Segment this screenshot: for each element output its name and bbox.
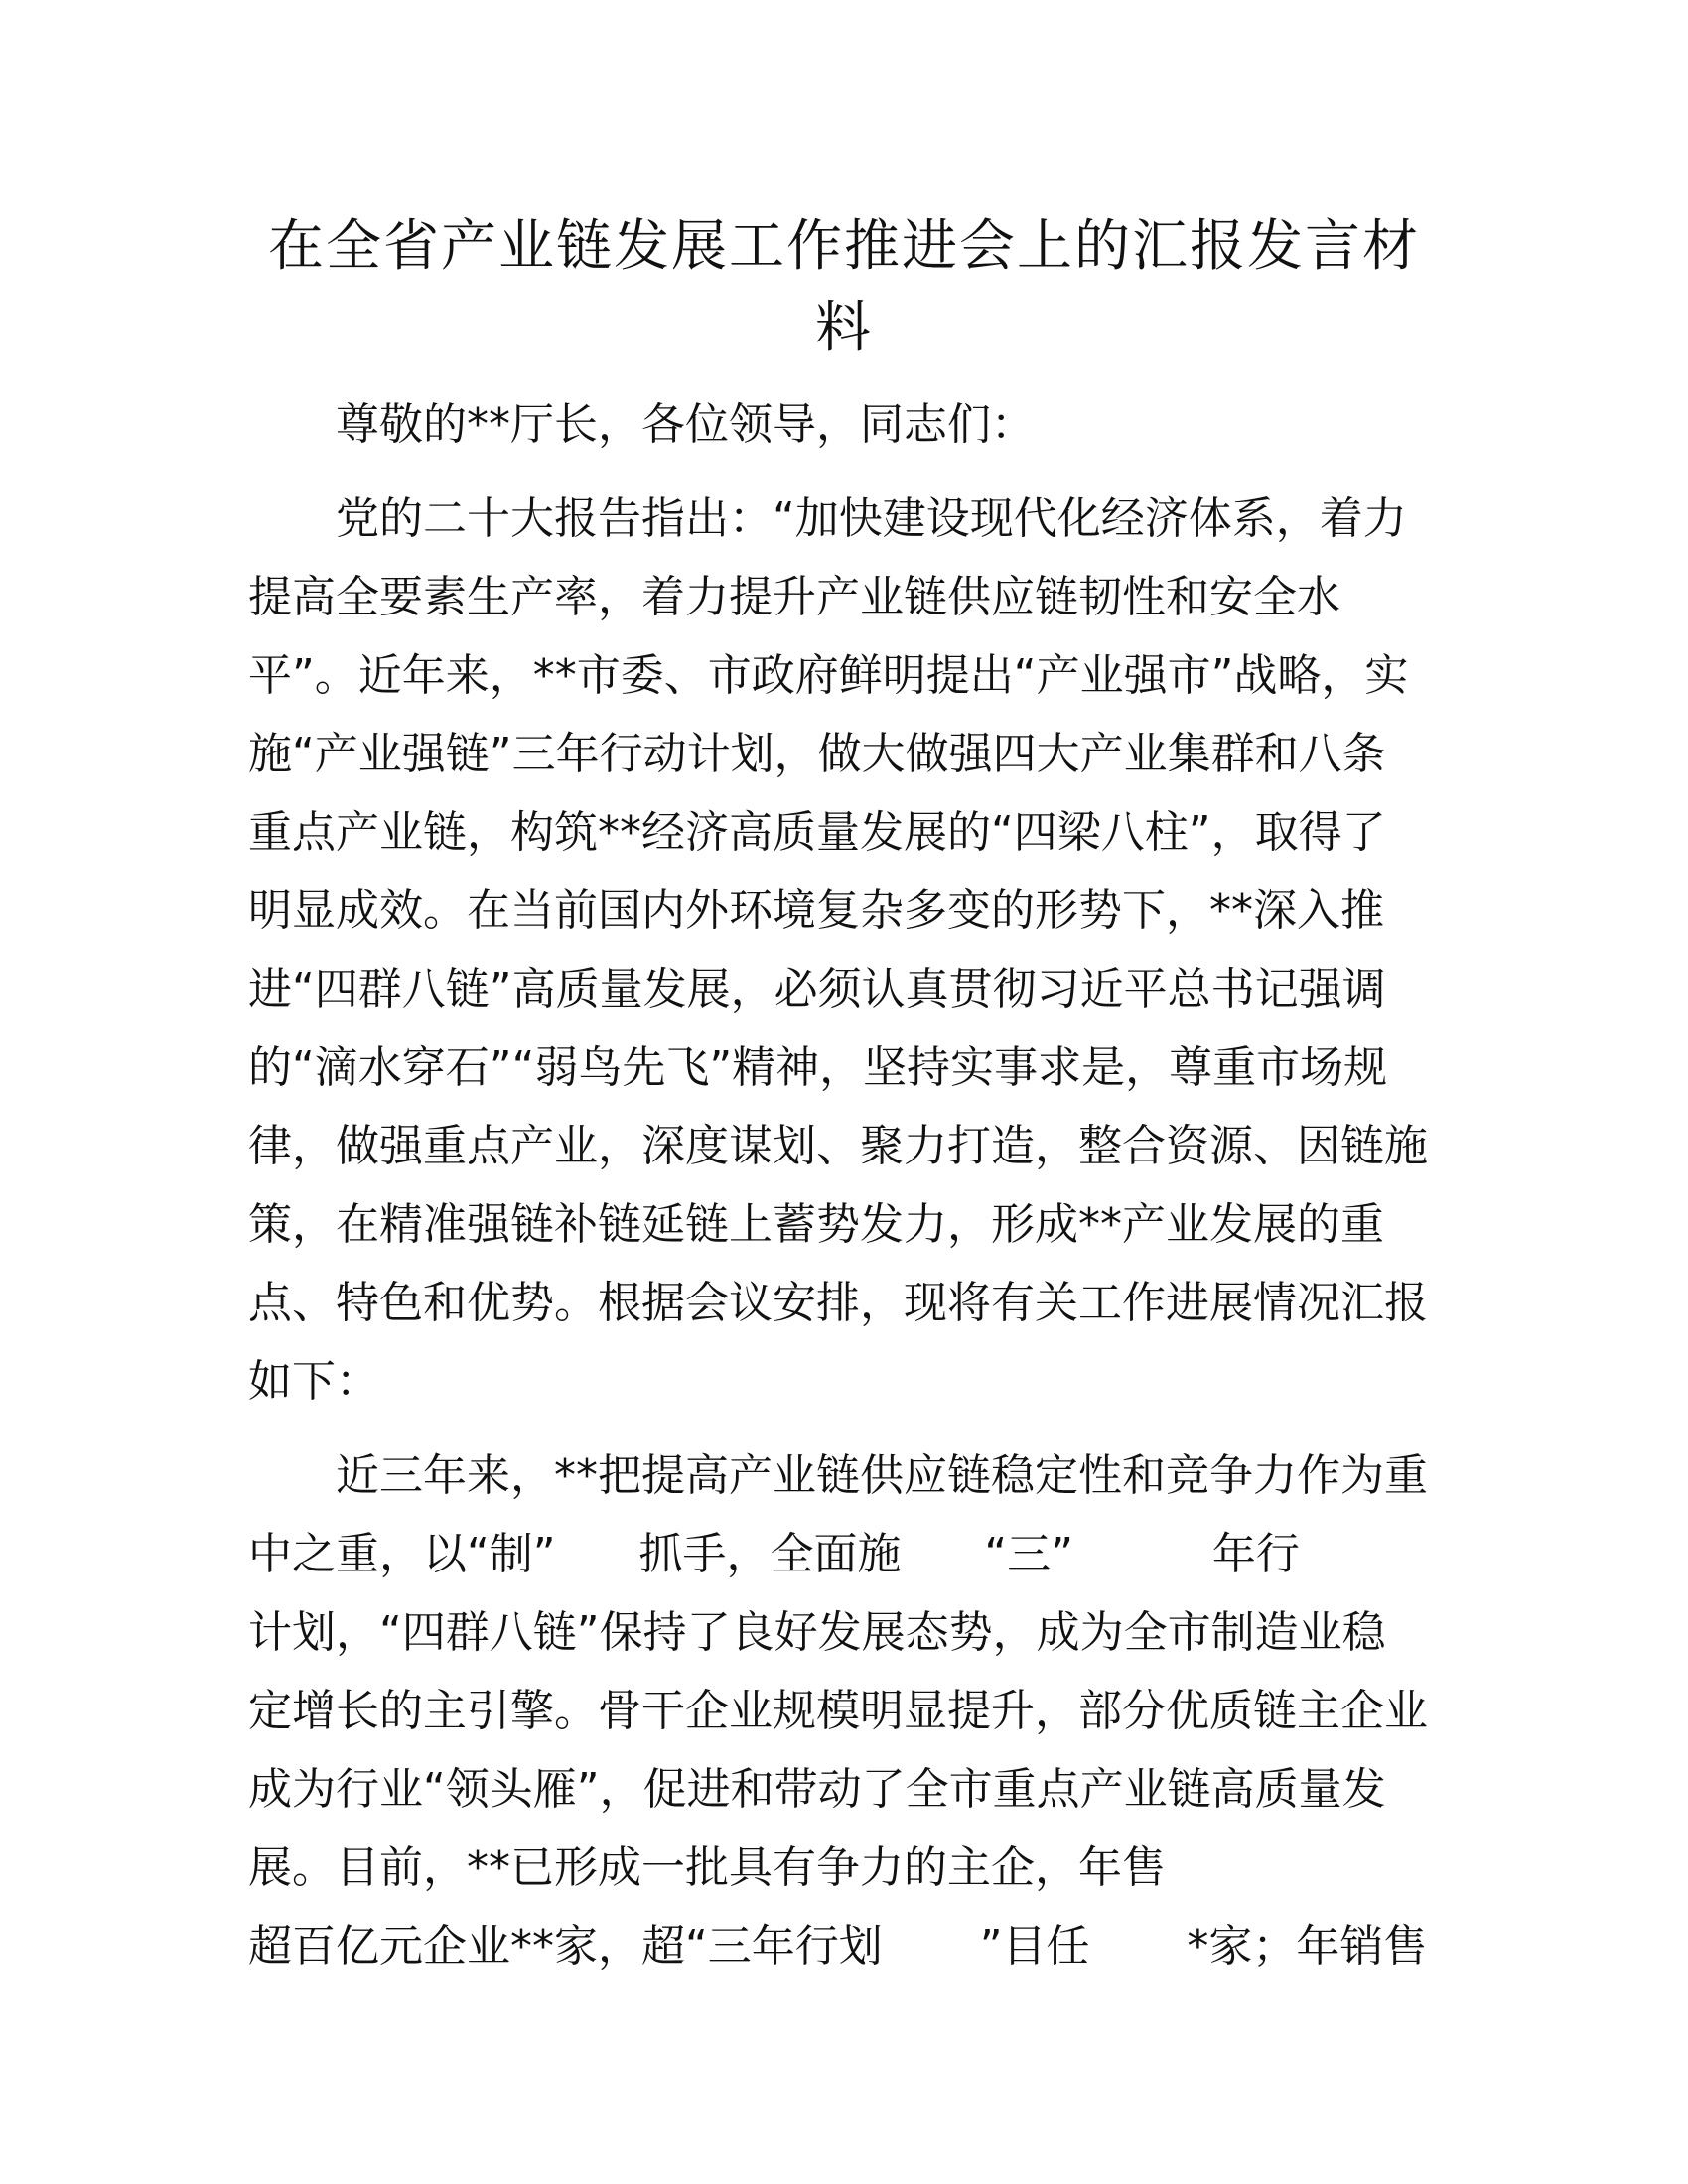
paragraph-line: 策，在精准强链补链延链上蓄势发力，形成**产业发展的重 xyxy=(248,1199,1384,1250)
paragraph-line: 的“滴水穿石”“弱鸟先飞”精神，坚持实事求是，尊重市场规 xyxy=(248,1042,1388,1093)
paragraph-2 xyxy=(248,1436,1440,1985)
paragraph-line: 党的二十大报告指出：“加快建设现代化经济体系，着力 xyxy=(336,493,1407,544)
paragraph-line: 律，做强重点产业，深度谋划、聚力打造，整合资源、因链施 xyxy=(248,1121,1428,1171)
paragraph-line: 成为行业“领头雁”，促进和带动了全市重点产业链高质量发 xyxy=(248,1764,1386,1815)
paragraph-line: 平”。近年来，**市委、市政府鲜明提出“产业强市”战略，实 xyxy=(248,650,1409,701)
paragraph-line: 点、特色和优势。根据会议安排，现将有关工作进展情况汇报 xyxy=(248,1278,1428,1328)
paragraph-line: 施“产业强链”三年行动计划，做大做强四大产业集群和八条 xyxy=(248,729,1386,779)
paragraph-gap xyxy=(248,464,1440,479)
paragraph-line: 近三年来，**把提高产业链供应链稳定性和竞争力作为重 xyxy=(336,1450,1428,1501)
title-line-1: 在全省产业链发展工作推进会上的汇报发言材 xyxy=(268,214,1420,279)
paragraph-line: 提高全要素生产率，着力提升产业链供应链韧性和安全水 xyxy=(248,572,1340,622)
paragraph-line: 进“四群八链”高质量发展，必须认真贯彻习近平总书记强调 xyxy=(248,964,1386,1015)
paragraph-line: 中之重，以“制” 抓手，全面施 “三” 年行 xyxy=(248,1529,1300,1579)
paragraph-line: 明显成效。在当前国内外环境复杂多变的形势下，**深入推 xyxy=(248,886,1384,936)
paragraph-gap xyxy=(248,1421,1440,1436)
paragraph-line: 定增长的主引擎。骨干企业规模明显提升，部分优质链主企业 xyxy=(248,1686,1428,1736)
title-line-2: 料 xyxy=(815,296,873,360)
paragraph-1 xyxy=(248,479,1440,1421)
paragraph-line: 重点产业链，构筑**经济高质量发展的“四梁八柱”，取得了 xyxy=(248,807,1386,858)
paragraph-line: 展。目前，**已形成一批具有争力的主企，年售 xyxy=(248,1843,1166,1893)
paragraph-line: 如下： xyxy=(248,1356,379,1407)
salutation: 尊敬的**厅长，各位领导，同志们： xyxy=(336,399,1035,450)
document-title xyxy=(248,206,1440,369)
document-body xyxy=(248,385,1440,1985)
paragraph-line: 超百亿元企业**家，超“三年行划 ”目任 *家；年销售 xyxy=(248,1921,1428,1972)
paragraph-line: 计划，“四群八链”保持了良好发展态势，成为全市制造业稳 xyxy=(248,1607,1386,1658)
